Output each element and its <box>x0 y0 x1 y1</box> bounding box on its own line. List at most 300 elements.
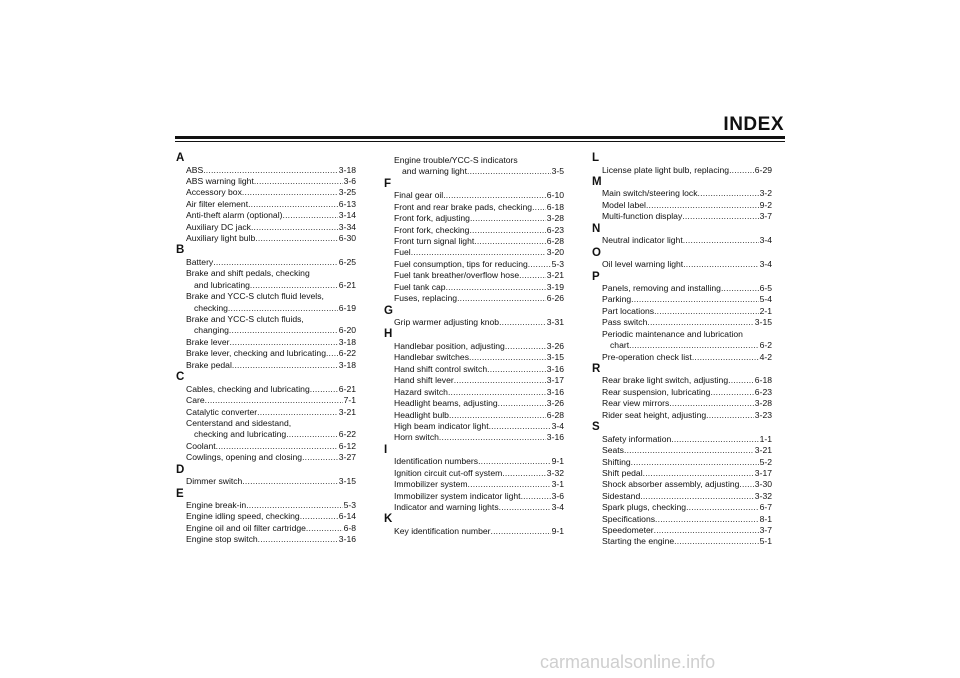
index-entry <box>384 202 564 213</box>
index-entry-page: 3-21 <box>754 445 772 456</box>
index-entry <box>592 317 772 328</box>
dot-leader <box>671 434 758 445</box>
index-entry-first-line: Brake and YCC-S clutch fluid levels, <box>186 291 324 302</box>
index-entry <box>384 364 564 375</box>
index-entry-page: 3-25 <box>338 187 356 198</box>
index-entry <box>176 199 356 210</box>
index-entry-text: Rear suspension, lubricating <box>602 386 711 397</box>
section-letter: H <box>384 328 393 341</box>
section-letter: B <box>176 244 185 257</box>
index-entry-text: Auxiliary light bulb <box>186 233 256 244</box>
dot-leader <box>242 476 337 487</box>
dot-leader <box>519 270 546 281</box>
index-entry-page: 3-15 <box>546 352 564 363</box>
index-entry-text: Battery <box>186 256 214 267</box>
index-entry <box>384 352 564 363</box>
index-entry-text: Brake lever, checking and lubricating <box>186 348 326 359</box>
index-entry-text: Rear view mirrors <box>602 398 670 409</box>
index-entry-text: Key identification number <box>394 525 491 536</box>
index-entry-text: Handlebar position, adjusting <box>394 340 505 351</box>
index-entry-text: Parking <box>602 294 632 305</box>
index-entry-text: Care <box>186 395 205 406</box>
index-entry <box>176 233 356 244</box>
index-entry-page: 3-27 <box>338 452 356 463</box>
header-rule-thin <box>175 141 785 142</box>
index-entry-page: 3-18 <box>338 164 356 175</box>
index-entry <box>176 384 356 395</box>
index-entry <box>384 225 564 236</box>
index-entry-page: 6-25 <box>338 256 356 267</box>
index-entry <box>176 429 356 440</box>
index-entry-page: 3-30 <box>754 479 772 490</box>
index-entry <box>384 398 564 409</box>
dot-leader <box>282 210 337 221</box>
index-entry-text: Front fork, checking <box>394 224 470 235</box>
index-entry <box>384 491 564 502</box>
index-entry-page: 4-2 <box>759 351 772 362</box>
dot-leader <box>528 259 551 270</box>
index-entry <box>176 511 356 522</box>
dot-leader <box>499 502 551 513</box>
index-entry-text: Hand shift lever <box>394 375 454 386</box>
index-entry-page: 3-4 <box>551 420 564 431</box>
dot-leader <box>505 341 546 352</box>
index-entry-text: Neutral indicator light <box>602 235 683 246</box>
index-entry-page: 6-2 <box>759 340 772 351</box>
index-entry-text: Cowlings, opening and closing <box>186 452 303 463</box>
dot-leader <box>216 441 338 452</box>
index-entry <box>384 479 564 490</box>
index-entry-page: 6-23 <box>754 386 772 397</box>
index-entry <box>384 410 564 421</box>
index-entry-page: 6-7 <box>759 502 772 513</box>
index-entry-page: 6-21 <box>338 383 356 394</box>
dot-leader <box>228 303 338 314</box>
section-letter: L <box>592 152 600 164</box>
index-entry-text: Immobilizer system indicator light <box>394 490 521 501</box>
dot-leader <box>643 468 754 479</box>
dot-leader <box>728 375 754 386</box>
index-entry <box>592 514 772 525</box>
index-entry-text: Front fork, adjusting <box>394 213 470 224</box>
index-entry-text: License plate light bulb, replacing <box>602 164 730 175</box>
index-entry <box>592 165 772 176</box>
dot-leader <box>246 500 342 511</box>
index-entry-text: Headlight beams, adjusting <box>394 398 498 409</box>
dot-leader <box>647 317 753 328</box>
index-entry-page: 6-10 <box>546 190 564 201</box>
index-entry-page: 3-4 <box>759 259 772 270</box>
index-entry-text: Hand shift control switch <box>394 363 488 374</box>
index-entry-text: Air filter element <box>186 198 249 209</box>
index-entry <box>176 187 356 198</box>
dot-leader <box>498 398 546 409</box>
dot-leader <box>248 199 338 210</box>
dot-leader <box>532 202 546 213</box>
index-entry <box>384 259 564 270</box>
index-entry <box>176 176 356 187</box>
index-entry-page: 6-30 <box>338 233 356 244</box>
index-entry <box>176 395 356 406</box>
index-entry-text: Handlebar switches <box>394 352 469 363</box>
index-entry-text: Dimmer switch <box>186 476 243 487</box>
index-entry <box>176 165 356 176</box>
index-entry-text: Engine break-in <box>186 500 247 511</box>
index-entry <box>384 236 564 247</box>
index-entry-text: Starting the engine <box>602 536 675 547</box>
index-entry <box>384 166 564 177</box>
index-entry <box>384 421 564 432</box>
index-entry-page: 6-28 <box>546 236 564 247</box>
index-entry-page: 3-28 <box>546 213 564 224</box>
section-letter: A <box>176 152 185 164</box>
index-entry-text: Panels, removing and installing <box>602 283 721 294</box>
index-entry-page: 5-3 <box>551 258 564 269</box>
index-entry-text: checking <box>194 302 228 313</box>
index-entry-first-line: Engine trouble/YCC-S indicators <box>394 155 518 165</box>
index-entry <box>592 445 772 456</box>
index-entry-text: Coolant <box>186 440 216 451</box>
section-letter: S <box>592 421 600 434</box>
index-entry-page: 3-26 <box>546 340 564 351</box>
index-entry-text: Spark plugs, checking <box>602 502 687 513</box>
index-entry <box>592 536 772 547</box>
dot-leader <box>469 225 545 236</box>
index-entry-page: 3-32 <box>754 490 772 501</box>
index-entry-page: 3-16 <box>546 386 564 397</box>
index-entry <box>592 457 772 468</box>
index-entry-text: Final gear oil <box>394 190 444 201</box>
index-entry-text: Grip warmer adjusting knob <box>394 317 500 328</box>
index-entry-text: Front and rear brake pads, checking <box>394 201 533 212</box>
index-entry-page: 3-6 <box>343 175 356 186</box>
index-entry-text: Headlight bulb <box>394 409 449 420</box>
index-entry-page: 3-31 <box>546 317 564 328</box>
section-letter: C <box>176 371 185 384</box>
index-entry-page: 2-1 <box>759 305 772 316</box>
index-entry-text: Accessory box <box>186 187 242 198</box>
index-entry <box>592 502 772 513</box>
index-entry <box>176 303 356 314</box>
index-entry <box>592 434 772 445</box>
index-entry-text: changing <box>194 325 229 336</box>
index-entry-text: Fuel consumption, tips for reducing <box>394 258 528 269</box>
index-entry-text: ABS warning light <box>186 175 254 186</box>
index-entry-text: Fuel tank breather/overflow hose <box>394 270 520 281</box>
index-entry <box>592 387 772 398</box>
index-entry <box>176 523 356 534</box>
index-entry <box>384 247 564 258</box>
dot-leader <box>449 410 546 421</box>
dot-leader <box>683 235 759 246</box>
index-entry <box>176 534 356 545</box>
index-entry-text: Shifting <box>602 456 631 467</box>
index-entry-page: 3-18 <box>338 359 356 370</box>
index-entry <box>592 235 772 246</box>
dot-leader <box>686 502 759 513</box>
index-entry <box>384 526 564 537</box>
dot-leader <box>491 526 551 537</box>
index-entry-page: 9-1 <box>551 456 564 467</box>
index-entry-page: 6-18 <box>546 201 564 212</box>
section-letter: R <box>592 362 601 375</box>
dot-leader <box>306 523 343 534</box>
index-entry-page: 5-1 <box>759 536 772 547</box>
index-entry-page: 3-21 <box>546 270 564 281</box>
dot-leader <box>706 410 754 421</box>
index-entry-text: chart <box>610 340 630 351</box>
index-entry-page: 3-7 <box>759 211 772 222</box>
index-entry <box>592 188 772 199</box>
dot-leader <box>521 491 551 502</box>
index-entry-page: 3-15 <box>754 317 772 328</box>
index-entry-page: 3-7 <box>759 525 772 536</box>
dot-leader <box>629 340 758 351</box>
index-entry-page: 8-1 <box>759 513 772 524</box>
index-entry-page: 6-12 <box>338 440 356 451</box>
index-entry-text: Pass switch <box>602 317 648 328</box>
index-entry-page: 6-18 <box>754 375 772 386</box>
index-entry <box>384 502 564 513</box>
dot-leader <box>674 536 758 547</box>
section-letter: N <box>592 222 601 235</box>
dot-leader <box>478 456 551 467</box>
index-entry-page: 6-23 <box>546 224 564 235</box>
index-entry-text: Pre-operation check list <box>602 351 692 362</box>
index-entry-page: 3-19 <box>546 281 564 292</box>
dot-leader <box>631 294 758 305</box>
index-entry-text: Indicator and warning lights <box>394 501 499 512</box>
index-entry <box>592 491 772 502</box>
index-entry-page: 5-4 <box>759 294 772 305</box>
dot-leader <box>251 222 338 233</box>
dot-leader <box>439 432 546 443</box>
dot-leader <box>411 247 546 258</box>
index-entry-page: 9-1 <box>551 525 564 536</box>
index-entry-page: 3-21 <box>338 406 356 417</box>
index-entry-text: Shift pedal <box>602 467 643 478</box>
dot-leader <box>300 511 338 522</box>
index-entry-page: 6-8 <box>343 522 356 533</box>
dot-leader <box>655 514 759 525</box>
dot-leader <box>487 364 546 375</box>
index-entry-page: 3-15 <box>338 476 356 487</box>
index-entry-page: 3-16 <box>338 534 356 545</box>
section-letter: F <box>384 177 392 190</box>
index-entry <box>176 348 356 359</box>
index-entry-first-line: Centerstand and sidestand, <box>186 417 292 428</box>
index-entry-text: Speedometer <box>602 525 654 536</box>
index-entry-page: 6-13 <box>338 198 356 209</box>
index-entry-text: Cables, checking and lubricating <box>186 383 310 394</box>
index-entry-text: ABS <box>186 164 204 175</box>
dot-leader <box>255 233 338 244</box>
index-entry <box>176 257 356 268</box>
index-entry <box>592 352 772 363</box>
index-entry-text: Hazard switch <box>394 386 448 397</box>
index-entry <box>176 476 356 487</box>
dot-leader <box>443 190 546 201</box>
index-entry <box>384 293 564 304</box>
index-entry <box>176 210 356 221</box>
dot-leader <box>326 348 338 359</box>
section-letter: D <box>176 463 185 476</box>
dot-leader <box>640 491 754 502</box>
index-entry-text: Brake pedal <box>186 359 232 370</box>
index-entry-page: 3-26 <box>546 398 564 409</box>
index-entry-page: 3-16 <box>546 363 564 374</box>
index-entry-page: 3-5 <box>551 166 564 177</box>
index-entry <box>592 340 772 351</box>
index-entry-page: 3-17 <box>754 467 772 478</box>
index-entry-text: checking and lubricating <box>194 429 287 440</box>
dot-leader <box>739 479 753 490</box>
index-entry-text: Rider seat height, adjusting <box>602 409 707 420</box>
dot-leader <box>205 395 343 406</box>
dot-leader <box>654 306 759 317</box>
dot-leader <box>242 187 338 198</box>
index-entry-page: 3-17 <box>546 375 564 386</box>
index-entry <box>384 341 564 352</box>
index-entry-page: 6-19 <box>338 302 356 313</box>
index-entry-page: 3-4 <box>551 501 564 512</box>
index-entry <box>592 468 772 479</box>
dot-leader <box>729 165 754 176</box>
index-entry-page: 3-1 <box>551 479 564 490</box>
index-entry-page: 3-28 <box>754 398 772 409</box>
dot-leader <box>310 384 338 395</box>
index-entry-page: 6-21 <box>338 279 356 290</box>
dot-leader <box>646 200 759 211</box>
index-entry-text: Engine oil and oil filter cartridge <box>186 522 306 533</box>
dot-leader <box>470 213 546 224</box>
index-entry-page: 9-2 <box>759 199 772 210</box>
index-entry-text: Engine stop switch <box>186 534 258 545</box>
index-entry-page: 3-2 <box>759 188 772 199</box>
index-entry <box>176 280 356 291</box>
index-entry-page: 6-5 <box>759 283 772 294</box>
dot-leader <box>469 352 546 363</box>
section-letter: K <box>384 513 393 526</box>
watermark: carmanualsonline.info <box>540 652 716 672</box>
index-entry-first-line: Brake and shift pedals, checking <box>186 268 310 279</box>
index-entry-first-line: Brake and YCC-S clutch fluids, <box>186 314 304 325</box>
dot-leader <box>257 407 338 418</box>
dot-leader <box>229 337 337 348</box>
index-entry-text: Shock absorber assembly, adjusting <box>602 479 740 490</box>
index-entry-page: 3-4 <box>759 235 772 246</box>
index-entry <box>384 317 564 328</box>
index-entry-page: 6-20 <box>338 325 356 336</box>
dot-leader <box>502 468 546 479</box>
index-entry-first-line: Periodic maintenance and lubrication <box>602 328 743 339</box>
index-entry-text: Ignition circuit cut-off system <box>394 467 503 478</box>
index-entry <box>384 387 564 398</box>
dot-leader <box>682 211 758 222</box>
index-entry-page: 6-29 <box>754 164 772 175</box>
index-entry-page: 3-34 <box>338 221 356 232</box>
section-letter: M <box>592 175 602 188</box>
index-entry-text: Safety information <box>602 433 672 444</box>
dot-leader <box>692 352 759 363</box>
index-entry-text: Seats <box>602 445 624 456</box>
dot-leader <box>446 282 546 293</box>
dot-leader <box>631 457 759 468</box>
index-entry-page: 3-23 <box>754 409 772 420</box>
index-column-1 <box>176 152 356 546</box>
index-entry <box>176 407 356 418</box>
dot-leader <box>489 421 551 432</box>
page-title: INDEX <box>723 114 784 135</box>
index-entry <box>176 452 356 463</box>
index-entry <box>592 525 772 536</box>
index-entry-text: Front turn signal light <box>394 236 475 247</box>
index-entry-text: Anti-theft alarm (optional) <box>186 210 283 221</box>
index-entry-text: Auxiliary DC jack <box>186 221 251 232</box>
index-column-2 <box>384 155 564 537</box>
index-entry-page: 7-1 <box>343 395 356 406</box>
index-entry <box>384 190 564 201</box>
index-entry-text: Specifications <box>602 513 656 524</box>
dot-leader <box>698 188 759 199</box>
dot-leader <box>229 325 338 336</box>
section-letter: G <box>384 304 393 317</box>
index-entry <box>592 283 772 294</box>
dot-leader <box>467 166 551 177</box>
dot-leader <box>258 534 338 545</box>
index-entry-text: Engine idling speed, checking <box>186 511 300 522</box>
index-entry-text: Fuel tank cap <box>394 281 446 292</box>
index-entry-text: and warning light <box>402 166 467 177</box>
index-entry-text: Part locations <box>602 305 655 316</box>
index-entry-page: 5-2 <box>759 456 772 467</box>
dot-leader <box>286 429 338 440</box>
section-letter: I <box>384 443 388 456</box>
index-entry-text: Rear brake light switch, adjusting <box>602 375 729 386</box>
index-entry <box>176 325 356 336</box>
index-entry-page: 3-6 <box>551 490 564 501</box>
index-entry <box>384 213 564 224</box>
index-entry-page: 6-14 <box>338 511 356 522</box>
index-entry-page: 5-3 <box>343 500 356 511</box>
index-entry-text: Oil level warning light <box>602 259 684 270</box>
index-entry <box>384 456 564 467</box>
index-entry <box>384 375 564 386</box>
index-entry <box>176 337 356 348</box>
index-entry-text: Main switch/steering lock <box>602 188 698 199</box>
dot-leader <box>448 387 546 398</box>
index-entry-text: Multi-function display <box>602 211 683 222</box>
index-entry <box>592 259 772 270</box>
index-entry-text: Fuses, replacing <box>394 293 458 304</box>
dot-leader <box>721 283 759 294</box>
index-entry-text: High beam indicator light <box>394 420 489 431</box>
index-entry <box>592 479 772 490</box>
dot-leader <box>457 293 546 304</box>
dot-leader <box>654 525 759 536</box>
dot-leader <box>499 317 546 328</box>
dot-leader <box>203 165 338 176</box>
dot-leader <box>624 445 754 456</box>
dot-leader <box>669 398 753 409</box>
index-entry <box>384 282 564 293</box>
index-entry-page: 3-20 <box>546 247 564 258</box>
dot-leader <box>302 452 338 463</box>
index-entry <box>176 360 356 371</box>
index-entry-page: 6-22 <box>338 348 356 359</box>
index-entry <box>592 306 772 317</box>
section-letter: O <box>592 246 601 259</box>
